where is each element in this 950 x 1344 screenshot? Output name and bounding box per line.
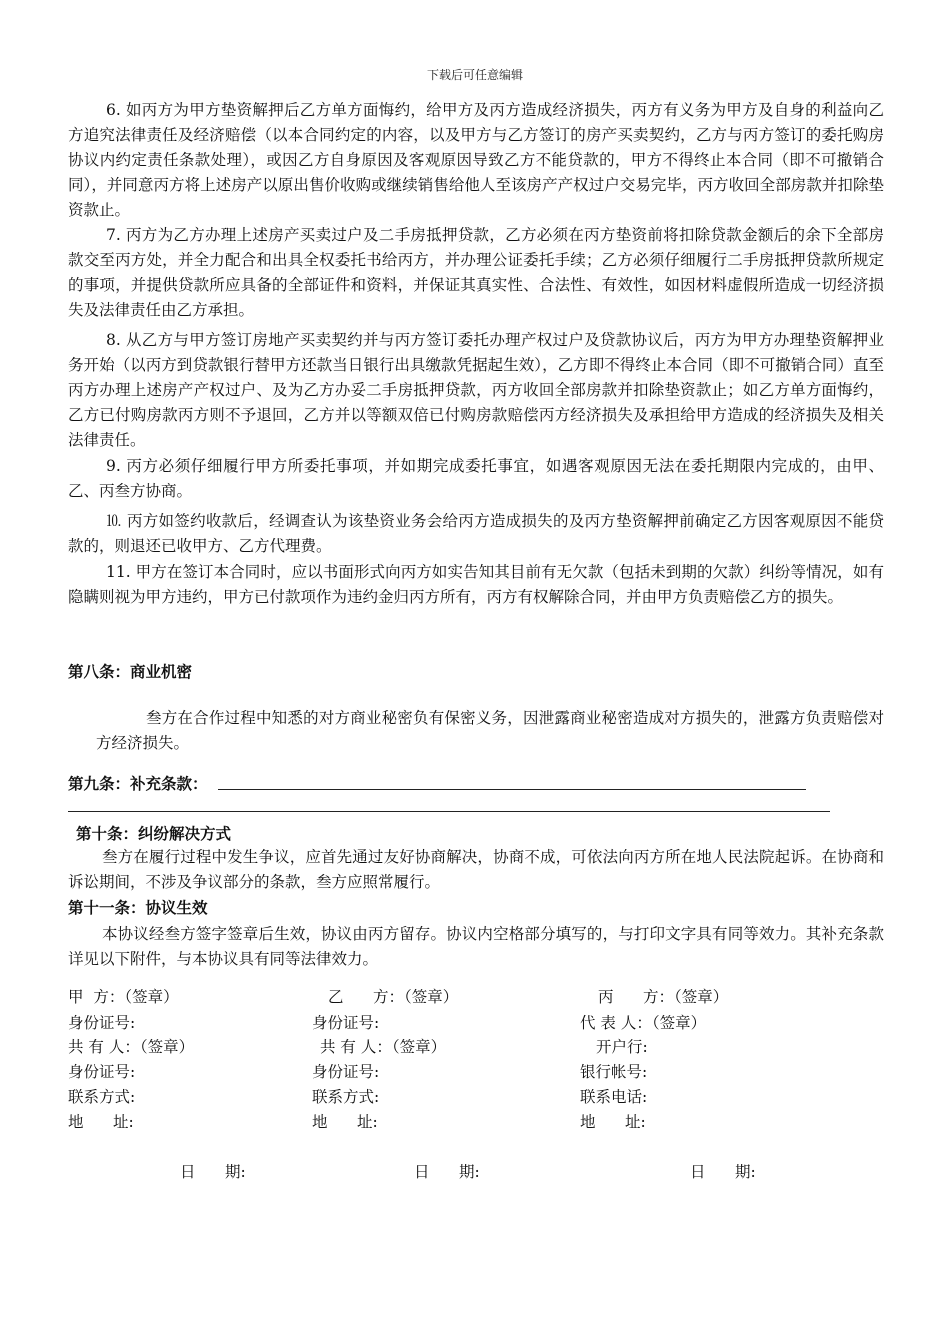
party-a-co-owner: 共 有 人：（签章） <box>68 1038 195 1056</box>
party-b-address: 地 址: <box>312 1113 378 1131</box>
party-b-co-id: 身份证号: <box>312 1063 380 1081</box>
clause-11: 11. 甲方在签订本合同时，应以书面形式向丙方如实告知其目前有无欠款（包括未到期的欠款）纠纷等情况，如有隐瞒则视为甲方违约，甲方已付款项作为违约金归丙方所有，丙方有权解除合同，并由甲方负责赔偿乙方的损失。 <box>68 563 884 606</box>
party-c-label: 丙 方：（签章） <box>598 988 729 1006</box>
party-c-date: 日 期: <box>690 1163 756 1181</box>
party-a-date: 日 期: <box>180 1163 246 1181</box>
party-c-representative: 代 表 人：（签章） <box>580 1014 707 1032</box>
article-8-title: 第八条：商业机密 <box>68 663 193 681</box>
party-a-label: 甲 方：（签章） <box>68 988 179 1006</box>
clause-9: 9. 丙方必须仔细履行甲方所委托事项，并如期完成委托事宜，如遇客观原因无法在委托期限内完成的，由甲、乙、丙叁方协商。 <box>68 457 884 500</box>
party-a-contact: 联系方式: <box>68 1088 136 1106</box>
clause-10: ⒑ 丙方如签约收款后，经调查认为该垫资业务会给丙方造成损失的及丙方垫资解押前确定乙方因客观原因不能贷款的，则退还已收甲方、乙方代理费。 <box>68 512 884 555</box>
party-a-co-id: 身份证号: <box>68 1063 136 1081</box>
article-11-title: 第十一条：协议生效 <box>68 899 208 917</box>
article-9-title: 第九条：补充条款： <box>68 775 208 793</box>
supplement-blank-line-1 <box>218 789 806 790</box>
page-header: 下载后可任意编辑 <box>426 68 523 82</box>
party-b-id: 身份证号: <box>312 1014 380 1032</box>
clause-6: 6. 如丙方为甲方垫资解押后乙方单方面悔约，给甲方及丙方造成经济损失，丙方有义务为甲方及自身的利益向乙方追究法律责任及经济赔偿（以本合同约定的内容，以及甲方与乙方签订的房产买卖契约，乙方与丙方签订的委托购房协议内约定责任条款处理），或因乙方自身原因及客观原因导致乙方不能贷款的，甲方不得终止本合同（即不可撤销合同），并同意丙方将上述房产以原出售价收购或继续销售给他人至该房产产权过户交易完毕，丙方收回全部房款并扣除垫资款止。 <box>68 101 884 219</box>
party-c-address: 地 址: <box>580 1113 646 1131</box>
clause-8: 8. 从乙方与甲方签订房地产买卖契约并与丙方签订委托办理产权过户及贷款协议后，丙方为甲方办理垫资解押业务开始（以丙方到贷款银行替甲方还款当日银行出具缴款凭据起生效），乙方即不得终止本合同（即不可撤销合同）直至丙方办理上述房产产权过户、及为乙方办妥二手房抵押贷款，丙方收回全部房款并扣除垫资款止；如乙方单方面悔约，乙方已付购房款丙方则不予退回，乙方并以等额双倍已付购房款赔偿丙方经济损失及承担给甲方造成的经济损失及相关法律责任。 <box>68 331 884 449</box>
article-11-body: 本协议经叁方签字签章后生效，协议由丙方留存。协议内空格部分填写的，与打印文字具有同等效力。其补充条款详见以下附件，与本协议具有同等法律效力。 <box>68 925 884 968</box>
party-b-contact: 联系方式: <box>312 1088 380 1106</box>
party-c-phone: 联系电话: <box>580 1088 648 1106</box>
clause-7: 7. 丙方为乙方办理上述房产买卖过户及二手房抵押贷款，乙方必须在丙方垫资前将扣除贷款金额后的余下全部房款交至丙方处，并全力配合和出具全权委托书给丙方，并办理公证委托手续；乙方必须仔细履行二手房抵押贷款所规定的事项，并提供贷款所应具备的全部证件和资料，并保证其真实性、合法性、有效性，如因材料虚假所造成一切经济损失及法律责任由乙方承担。 <box>68 226 884 319</box>
party-a-id: 身份证号: <box>68 1014 136 1032</box>
party-b-label: 乙 方：（签章） <box>328 988 459 1006</box>
party-a-address: 地 址: <box>68 1113 134 1131</box>
supplement-blank-line-2 <box>68 811 830 812</box>
article-8-body: 叁方在合作过程中知悉的对方商业秘密负有保密义务，因泄露商业秘密造成对方损失的，泄露方负责赔偿对方经济损失。 <box>96 709 884 752</box>
party-b-date: 日 期: <box>414 1163 480 1181</box>
article-10-title: 第十条：纠纷解决方式 <box>76 825 232 843</box>
party-c-bank: 开户行: <box>596 1038 648 1056</box>
article-10-body: 叁方在履行过程中发生争议，应首先通过友好协商解决，协商不成，可依法向丙方所在地人民法院起诉。在协商和诉讼期间，不涉及争议部分的条款，叁方应照常履行。 <box>68 848 884 891</box>
party-b-co-owner: 共 有 人：（签章） <box>320 1038 447 1056</box>
party-c-account: 银行帐号: <box>580 1063 648 1081</box>
